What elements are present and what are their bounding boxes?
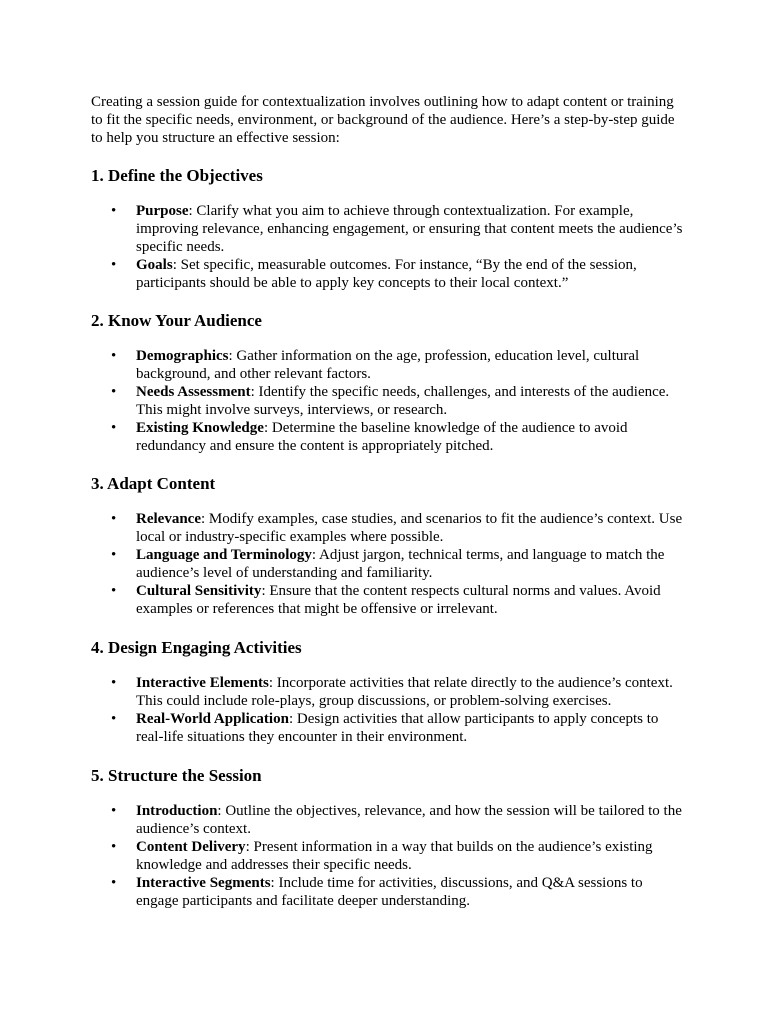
list-item [91,383,687,419]
list-item [91,419,687,455]
bullet-icon: • [111,203,117,219]
section-heading: 3. Adapt Content [91,474,216,493]
bullet-list [91,202,687,292]
item-term: Cultural Sensitivity [136,583,262,599]
bullet-list [91,802,687,910]
item-text: : Outline the objectives, relevance, and how the session will be tailored to the audience’s context. [136,803,682,837]
bullet-icon: • [111,839,117,855]
list-item [91,546,687,582]
section-design-activities [91,638,687,746]
bullet-list [91,510,687,618]
bullet-icon: • [111,420,117,436]
item-text: : Clarify what you aim to achieve through contextualization. For example, improving relevance, enhancing engagement, or ensuring that content meets the audience’s specific needs. [136,203,683,255]
item-text: : Gather information on the age, profession, education level, cultural background, and other relevant factors. [136,348,640,382]
item-text: : Modify examples, case studies, and scenarios to fit the audience’s context. Use local or industry-specific examples where possible. [136,511,683,545]
list-item [91,202,687,256]
item-term: Real-World Application [136,711,289,727]
list-item [91,710,687,746]
bullet-icon: • [111,547,117,563]
item-term: Language and Terminology [136,547,312,563]
section-know-audience [91,311,687,455]
section-heading: 1. Define the Objectives [91,166,263,185]
section-heading: 5. Structure the Session [91,766,262,785]
bullet-icon: • [111,803,117,819]
item-text: : Set specific, measurable outcomes. For instance, “By the end of the session, participants should be able to apply key concepts to their local context.” [136,257,637,291]
item-text: : Design activities that allow participants to apply concepts to real-life situations they encounter in their environment. [136,711,659,745]
bullet-icon: • [111,875,117,891]
section-adapt-content [91,474,687,618]
bullet-icon: • [111,511,117,527]
item-term: Interactive Elements [136,675,269,691]
bullet-icon: • [111,348,117,364]
item-text: : Include time for activities, discussions, and Q&A sessions to engage participants and facilitate deeper understanding. [136,875,643,909]
item-text: : Identify the specific needs, challenges, and interests of the audience. This might involve surveys, interviews, or research. [136,384,670,418]
item-term: Introduction [136,803,218,819]
item-term: Needs Assessment [136,384,251,400]
item-text: : Incorporate activities that relate directly to the audience’s context. This could include role-plays, group discussions, or problem-solving exercises. [136,675,673,709]
intro-paragraph: Creating a session guide for contextualization involves outlining how to adapt content or training to fit the specific needs, environment, or background of the audience. Here’s a step-by-step guide to help you structure an effective session: [91,94,675,146]
list-item [91,674,687,710]
list-item [91,802,687,838]
item-text: : Determine the baseline knowledge of the audience to avoid redundancy and ensure the content is appropriately pitched. [136,420,628,454]
bullet-icon: • [111,384,117,400]
item-term: Purpose [136,203,189,219]
section-define-objectives [91,166,687,292]
list-item [91,582,687,618]
section-heading: 4. Design Engaging Activities [91,638,302,657]
bullet-icon: • [111,711,117,727]
list-item [91,874,687,910]
item-term: Relevance [136,511,201,527]
list-item [91,256,687,292]
item-text: : Present information in a way that builds on the audience’s existing knowledge and addresses their specific needs. [136,839,653,873]
item-text: : Ensure that the content respects cultural norms and values. Avoid examples or references that might be offensive or irrelevant. [136,583,661,617]
item-term: Goals [136,257,173,273]
item-text: : Adjust jargon, technical terms, and language to match the audience’s level of understanding and familiarity. [136,547,665,581]
list-item [91,347,687,383]
list-item [91,838,687,874]
item-term: Demographics [136,348,229,364]
item-term: Existing Knowledge [136,420,264,436]
bullet-icon: • [111,583,117,599]
list-item [91,510,687,546]
section-structure-session [91,766,687,910]
section-heading: 2. Know Your Audience [91,311,262,330]
bullet-list [91,347,687,455]
bullet-icon: • [111,675,117,691]
item-term: Content Delivery [136,839,246,855]
item-term: Interactive Segments [136,875,271,891]
bullet-list [91,674,687,746]
bullet-icon: • [111,257,117,273]
